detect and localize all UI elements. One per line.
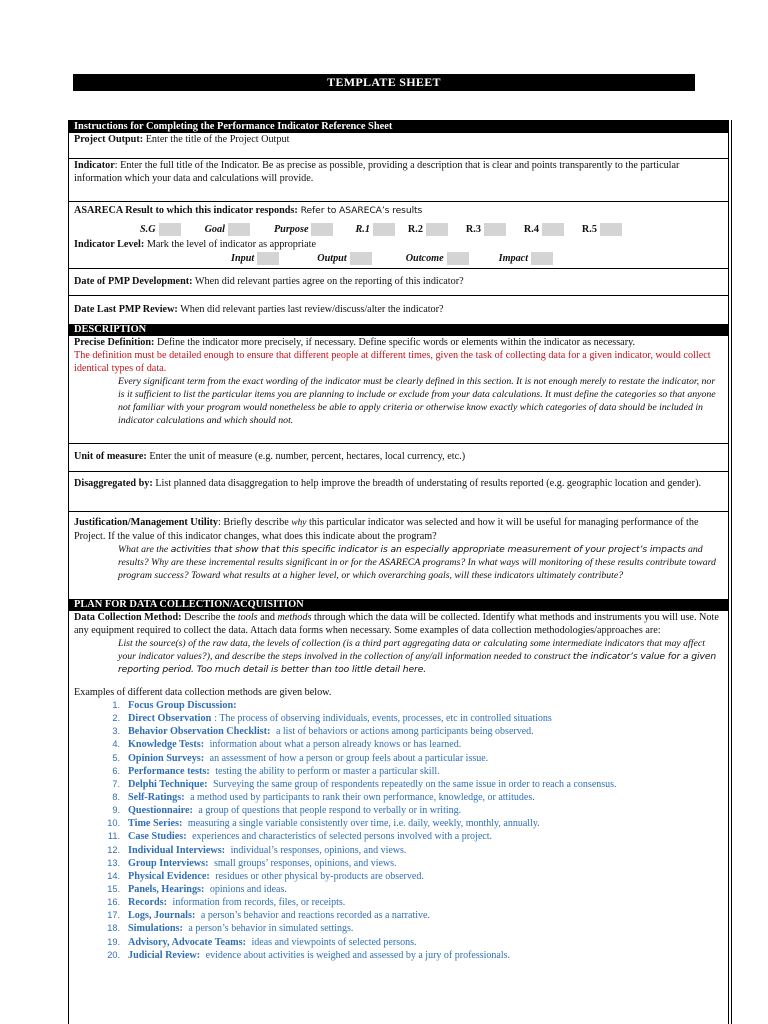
method-description: evidence about activities is weighed and assessed by a jury of professionals.: [203, 949, 511, 961]
level-outcome-checkbox[interactable]: [447, 252, 469, 265]
justification-note-hand: activities that show that this specific indicator is an especially appropriate measurement of your project’s impacts: [170, 544, 686, 555]
list-item-body: [128, 699, 240, 712]
list-item: [74, 738, 723, 751]
method-description: a group of questions that people respond to verbally or in writing.: [195, 805, 462, 817]
list-item: [74, 883, 723, 896]
level-impact-label: Impact: [498, 252, 529, 264]
list-item-body: [128, 791, 535, 804]
method-description: ideas and viewpoints of selected persons.: [249, 936, 417, 948]
asareca-label: ASARECA Result to which this indicator responds:: [74, 205, 298, 216]
method-description: a method used by participants to rank their own performance, knowledge, or attitudes.: [187, 791, 535, 803]
pmp-dev-text: When did relevant parties agree on the reporting of this indicator?: [192, 276, 464, 287]
method-description: : The process of observing individuals, events, processes, etc in controlled situations: [214, 713, 552, 725]
option-r3-label: R.3: [465, 223, 481, 235]
method-name: Performance tests:: [128, 765, 210, 777]
list-item-number: 19.: [107, 936, 120, 947]
option-r1-checkbox[interactable]: [373, 223, 395, 236]
list-item-number: 14.: [107, 870, 120, 881]
precise-def-text: Define the indicator more precisely, if necessary. Define specific words or elements within the indicator as necessary.: [154, 337, 636, 348]
disaggregated-section: [69, 472, 728, 512]
method-name: Opinion Surveys:: [128, 752, 205, 764]
methods-list: [74, 699, 723, 962]
list-item-number: 6.: [112, 765, 120, 776]
justification-label: Justification/Management Utility: [74, 517, 219, 528]
method-description: measuring a single variable consistently over time, i.e. daily, weekly, monthly, annually.: [185, 818, 540, 830]
data-collection-text-b: through which the data will be collected. Identify what methods and instruments you will use. Note any equipment required to collect the data. Attach data forms when necessary. Some examples of data collection methodologies/approaches are:: [74, 612, 719, 636]
list-item-body: [128, 712, 552, 725]
list-item: [74, 712, 723, 725]
list-item-number: 8.: [112, 791, 120, 802]
method-description: Surveying the same group of respondents repeatedly on the same issue in order to reach a consensus.: [210, 778, 617, 790]
method-description: a person’s behavior in simulated settings.: [185, 923, 354, 935]
indicator-level-text: Mark the level of indicator as appropriate: [144, 239, 316, 250]
examples-intro: Examples of different data collection methods are given below.: [74, 687, 332, 698]
list-item-body: [128, 896, 345, 909]
list-item-body: [128, 765, 440, 778]
justification-note-a: What are the: [118, 544, 171, 555]
list-item-body: [128, 949, 510, 962]
pmp-development-section: [69, 269, 728, 296]
list-item: [74, 949, 723, 962]
list-item-number: 2.: [112, 713, 120, 724]
precise-definition-section: [69, 336, 728, 444]
list-item: [74, 791, 723, 804]
description-band: DESCRIPTION: [69, 324, 728, 336]
level-input-checkbox[interactable]: [257, 252, 279, 265]
instructions-band: Instructions for Completing the Performance Indicator Reference Sheet: [69, 121, 728, 133]
precise-def-label: Precise Definition:: [74, 337, 155, 348]
level-outcome-label: Outcome: [405, 252, 444, 264]
indicator-section: [69, 159, 728, 202]
justification-guidance: [74, 543, 723, 582]
method-description: small groups’ responses, opinions, and views.: [211, 857, 397, 869]
list-item-number: 16.: [107, 897, 120, 908]
list-item: [74, 725, 723, 738]
option-r4-checkbox[interactable]: [542, 223, 564, 236]
list-item-number: 1.: [112, 700, 120, 710]
data-collection-tools: tools: [237, 612, 258, 623]
list-item: [74, 804, 723, 817]
indicator-text: : Enter the full title of the Indicator. Be as precise as possible, providing a description that is clear and points transparently to the particular information which your data and calculations will provide.: [74, 160, 680, 184]
list-item-number: 17.: [107, 910, 120, 921]
option-purpose-checkbox[interactable]: [311, 223, 333, 236]
method-name: Group Interviews:: [128, 857, 209, 869]
list-item-number: 10.: [107, 818, 120, 829]
asareca-options-row: [74, 220, 723, 238]
method-name: Knowledge Tests:: [128, 739, 205, 751]
method-name: Advisory, Advocate Teams:: [128, 936, 247, 948]
pmp-review-label: Date Last PMP Review:: [74, 304, 178, 315]
method-name: Self-Ratings:: [128, 791, 185, 803]
option-r5-label: R.5: [581, 223, 597, 235]
list-item-body: [128, 922, 353, 935]
project-output-text: Enter the title of the Project Output: [143, 134, 290, 145]
pmp-dev-label: Date of PMP Development:: [74, 276, 193, 287]
list-item: [74, 752, 723, 765]
level-impact-checkbox[interactable]: [531, 252, 553, 265]
method-description: an assessment of how a person or group feels about a particular issue.: [207, 752, 489, 764]
data-collection-note-hand: the indicator’s value for a given reporting period. Too much detail is better than too little detail here.: [118, 651, 717, 675]
list-item: [74, 909, 723, 922]
list-item: [74, 778, 723, 791]
list-item: [74, 857, 723, 870]
method-name: Case Studies:: [128, 831, 187, 843]
method-description: experiences and characteristics of selected persons involved with a project.: [189, 831, 492, 843]
method-description: individual’s responses, opinions, and views.: [228, 844, 407, 856]
option-r1-label: R.1: [355, 223, 370, 235]
pmp-review-section: [69, 296, 728, 324]
list-item-body: [128, 725, 534, 738]
disaggregated-label: Disaggregated by:: [74, 478, 153, 489]
list-item-body: [128, 830, 492, 843]
list-item-number: 15.: [107, 883, 120, 894]
indicator-label: Indicator: [74, 160, 115, 171]
unit-label: Unit of measure:: [74, 451, 147, 462]
method-description: residues or other physical by-products are observed.: [212, 870, 424, 882]
option-goal-label: Goal: [204, 223, 225, 235]
list-item-body: [128, 844, 406, 857]
level-output-label: Output: [317, 252, 347, 264]
list-item-body: [128, 817, 540, 830]
list-item-number: 11.: [107, 831, 120, 842]
data-collection-label: Data Collection Method:: [74, 612, 182, 623]
option-sg-checkbox[interactable]: [159, 223, 181, 236]
method-description: opinions and ideas.: [207, 883, 287, 895]
level-output-checkbox[interactable]: [350, 252, 372, 265]
option-goal-checkbox[interactable]: [228, 223, 250, 236]
list-item-number: 18.: [107, 923, 120, 934]
list-item-body: [128, 857, 397, 870]
data-collection-methods: methods: [277, 612, 312, 623]
indicator-reference-sheet: [68, 120, 729, 1024]
method-name: Simulations:: [128, 923, 183, 935]
unit-section: [69, 444, 728, 472]
list-item-body: [128, 778, 617, 791]
list-item-body: [128, 883, 287, 896]
option-sg-label: S.G: [140, 223, 156, 235]
indicator-level-label: Indicator Level:: [74, 239, 145, 250]
list-item: [74, 896, 723, 909]
method-name: Direct Observation: [128, 713, 212, 725]
list-item-body: [128, 936, 416, 949]
method-description: a person’s behavior and reactions recorded as a narrative.: [198, 910, 430, 922]
list-item-number: 3.: [112, 726, 120, 737]
option-r4-label: R.4: [523, 223, 539, 235]
option-purpose-label: Purpose: [273, 223, 309, 235]
option-r2-label: R.2: [407, 223, 423, 235]
data-collection-section: [69, 611, 728, 962]
list-item: [74, 817, 723, 830]
method-name: Questionnaire:: [128, 805, 193, 817]
list-item-body: [128, 804, 461, 817]
method-name: Logs, Journals:: [128, 910, 196, 922]
method-name: Panels, Hearings:: [128, 883, 205, 895]
disaggregated-text: List planned data disaggregation to help improve the breadth of understating of results reported (e.g. geographic location and gender).: [152, 478, 702, 489]
list-item-number: 12.: [107, 844, 120, 855]
list-item-number: 5.: [112, 752, 120, 763]
method-name: Delphi Technique:: [128, 778, 208, 790]
option-r2-checkbox[interactable]: [426, 223, 448, 236]
sheet-right-border: [731, 120, 732, 1024]
justification-note-b: and results? Why are these incremental results significant in or for the ASARECA programs? In what ways will monitoring of these results contribute toward program success? Toward what results at a higher level, or which overarching goals, will these indicators ultimately contribute?: [118, 544, 716, 581]
list-item-body: [128, 738, 461, 751]
list-item-number: 7.: [112, 778, 120, 789]
asareca-text: Refer to ASARECA’s results: [297, 205, 423, 216]
level-input-label: Input: [231, 252, 255, 264]
indicator-level-options-row: [74, 251, 723, 265]
data-collection-and: and: [257, 612, 278, 623]
precise-def-guidance: Every significant term from the exact wording of the indicator must be clearly defined in this section. It is not enough merely to restate the indicator, nor is it sufficient to list the particular items you are planning to include or exclude from your data calculations. It must define the categories so that anyone not familiar with your program would nonetheless be able to apply criteria or otherwise know exactly which categories of data should be included in indicator calculations and which should not.: [118, 376, 716, 426]
data-collection-guidance: [74, 637, 723, 676]
justification-section: [69, 512, 728, 599]
list-item-number: 4.: [112, 739, 120, 750]
method-name: Focus Group Discussion:: [128, 700, 237, 711]
list-item: [74, 830, 723, 843]
option-r3-checkbox[interactable]: [484, 223, 506, 236]
list-item: [74, 922, 723, 935]
method-description: testing the ability to perform or master a particular skill.: [212, 765, 440, 777]
method-description: information from records, files, or receipts.: [170, 897, 346, 909]
indicator-level-section: [69, 238, 728, 269]
list-item-body: [128, 870, 424, 883]
list-item-number: 13.: [107, 857, 120, 868]
list-item-number: 20.: [107, 949, 120, 960]
method-description: a list of behaviors or actions among participants being observed.: [273, 726, 534, 738]
page-title: TEMPLATE SHEET: [73, 74, 695, 91]
method-name: Judicial Review:: [128, 949, 201, 961]
justification-text-b: this particular indicator was selected and how it will be useful for managing performance of the Project. If the value of this indicator changes, what does this indicate about the program?: [74, 517, 699, 542]
asareca-section: [69, 202, 728, 238]
project-output-section: [69, 133, 728, 159]
method-name: Behavior Observation Checklist:: [128, 726, 271, 738]
list-item-body: [128, 909, 430, 922]
precise-def-red-note: The definition must be detailed enough to ensure that different people at different times, given the task of collecting data for a given indicator, would collect identical types of data.: [74, 350, 711, 374]
list-item: [74, 844, 723, 857]
justification-why: why: [291, 518, 307, 528]
method-name: Physical Evidence:: [128, 870, 210, 882]
list-item: [74, 870, 723, 883]
data-collection-note: List the source(s) of the raw data, the levels of collection (is a third part aggregating data or calculating some intermediate indicators that may affect your indicator values?), and describe the steps involved in the collection of any/all information needed to construct: [118, 638, 705, 662]
method-name: Time Series:: [128, 818, 183, 830]
list-item-body: [128, 752, 488, 765]
justification-text-a: : Briefly describe: [218, 517, 292, 528]
list-item: [74, 699, 723, 712]
project-output-label: Project Output:: [74, 134, 144, 145]
method-name: Records:: [128, 897, 168, 909]
method-description: information about what a person already knows or has learned.: [207, 739, 462, 751]
pmp-review-text: When did relevant parties last review/discuss/alter the indicator?: [177, 304, 444, 315]
data-collection-text-a: Describe the: [181, 612, 238, 623]
unit-text: Enter the unit of measure (e.g. number, percent, hectares, local currency, etc.): [146, 451, 466, 462]
list-item-number: 9.: [112, 805, 120, 816]
plan-band: PLAN FOR DATA COLLECTION/ACQUISITION: [69, 599, 728, 611]
option-r5-checkbox[interactable]: [600, 223, 622, 236]
list-item: [74, 936, 723, 949]
list-item: [74, 765, 723, 778]
method-name: Individual Interviews:: [128, 844, 226, 856]
